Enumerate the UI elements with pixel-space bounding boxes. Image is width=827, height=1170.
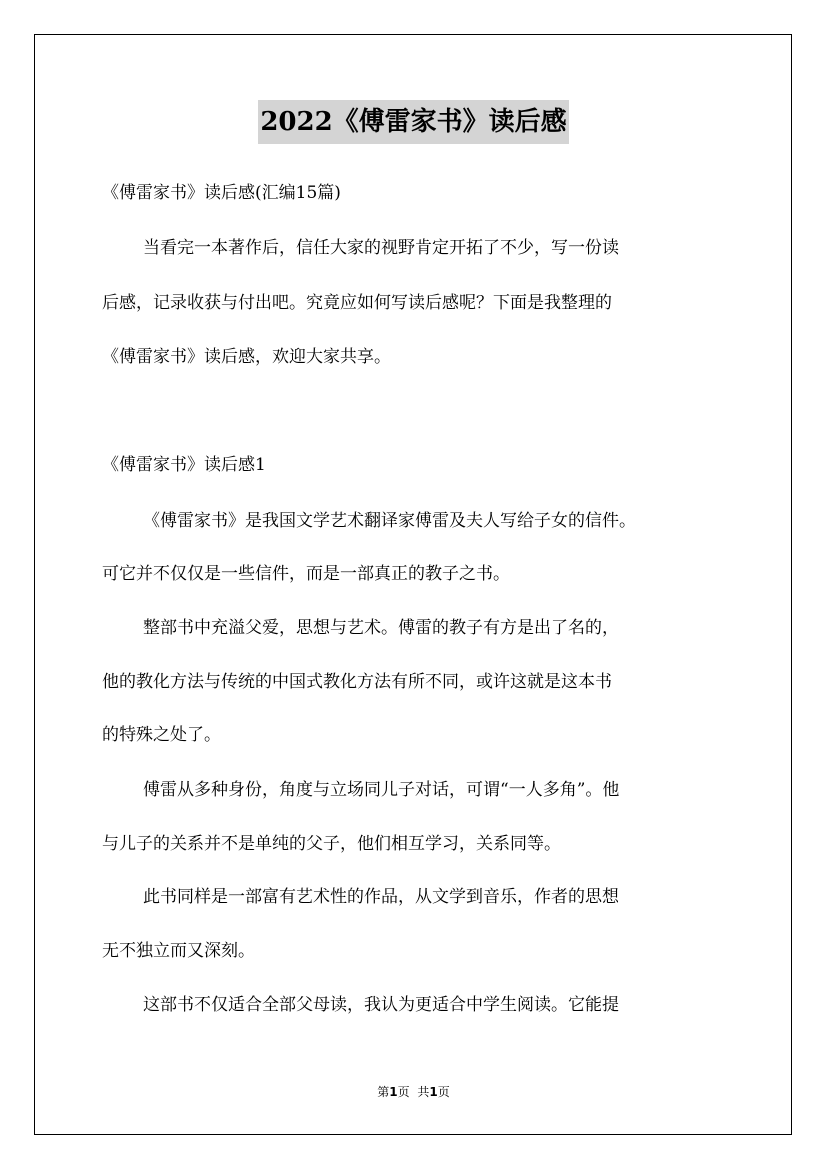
paragraph-1-line-2: 可它并不仅仅是一些信件，而是一部真正的教子之书。 [102, 564, 510, 584]
footer-page-prefix: 第 [377, 1085, 390, 1099]
intro-line-2: 后感，记录收获与付出吧。究竟应如何写读后感呢？下面是我整理的 [102, 293, 612, 313]
document-title: 2022《傅雷家书》读后感 [258, 100, 568, 144]
intro-line-3: 《傅雷家书》读后感，欢迎大家共享。 [102, 347, 391, 367]
footer-total-prefix: 共 [417, 1085, 430, 1099]
intro-line-1: 当看完一本著作后，信任大家的视野肯定开拓了不少，写一份读 [143, 238, 619, 258]
footer-total-number: 1 [429, 1085, 438, 1099]
paragraph-3-line-2: 与儿子的关系并不是单纯的父子，他们相互学习，关系同等。 [102, 834, 561, 854]
paragraph-2-line-3: 的特殊之处了。 [102, 725, 221, 745]
paragraph-2-line-2: 他的教化方法与传统的中国式教化方法有所不同，或许这就是这本书 [102, 672, 612, 692]
document-subtitle: 《傅雷家书》读后感(汇编15篇) [102, 183, 341, 203]
footer-page-number: 1 [389, 1085, 398, 1099]
paragraph-4-line-1: 此书同样是一部富有艺术性的作品，从文学到音乐，作者的思想 [143, 887, 619, 907]
page-footer [0, 1083, 827, 1100]
footer-total-suffix: 页 [437, 1085, 450, 1099]
paragraph-3-line-1: 傅雷从多种身份，角度与立场同儿子对话，可谓“一人多角”。他 [143, 780, 620, 800]
paragraph-5-line-1: 这部书不仅适合全部父母读，我认为更适合中学生阅读。它能提 [143, 995, 619, 1015]
paragraph-4-line-2: 无不独立而又深刻。 [102, 941, 255, 961]
paragraph-2-line-1: 整部书中充溢父爱，思想与艺术。傅雷的教子有方是出了名的， [143, 618, 619, 638]
section-heading: 《傅雷家书》读后感1 [102, 455, 266, 475]
footer-page-suffix: 页 [397, 1085, 410, 1099]
title-wrap [0, 100, 827, 144]
paragraph-1-line-1: 《傅雷家书》是我国文学艺术翻译家傅雷及夫人写给子女的信件。 [143, 511, 636, 531]
